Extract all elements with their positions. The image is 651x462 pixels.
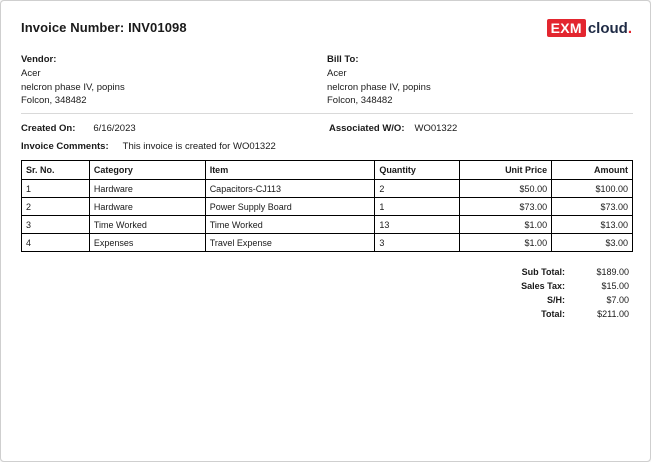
col-header-sr-no: Sr. No.	[22, 161, 90, 180]
invoice-number-title: Invoice Number: INV01098	[21, 20, 187, 35]
associated-wo-value: WO01322	[414, 123, 458, 134]
bill-to-address-line1: nelcron phase IV, popins	[327, 81, 431, 93]
logo-mark: EXM	[547, 19, 586, 37]
associated-wo	[329, 123, 457, 134]
table-header-row	[22, 161, 633, 180]
cell-quantity: 1	[375, 198, 460, 216]
total-label: Total:	[541, 309, 565, 319]
invoice-comments-label: Invoice Comments:	[21, 141, 109, 152]
shipping-handling-row	[489, 293, 629, 307]
table-row	[22, 216, 633, 234]
table-row	[22, 234, 633, 252]
invoice-comments-value: This invoice is created for WO01322	[122, 141, 276, 152]
col-header-amount: Amount	[552, 161, 633, 180]
line-items-table	[21, 160, 633, 252]
cell-sr-no: 3	[22, 216, 90, 234]
cell-unit-price: $1.00	[460, 216, 552, 234]
exm-cloud-logo	[547, 18, 632, 38]
section-divider	[21, 113, 633, 114]
subtotal-row	[489, 265, 629, 279]
cell-quantity: 2	[375, 180, 460, 198]
cell-sr-no: 1	[22, 180, 90, 198]
col-header-quantity: Quantity	[375, 161, 460, 180]
col-header-category: Category	[89, 161, 205, 180]
totals-block	[489, 265, 629, 321]
bill-to-heading: Bill To:	[327, 54, 359, 65]
col-header-unit-price: Unit Price	[460, 161, 552, 180]
cell-amount: $3.00	[552, 234, 633, 252]
logo-word: cloud	[587, 19, 628, 37]
table-row	[22, 180, 633, 198]
cell-unit-price: $50.00	[460, 180, 552, 198]
total-value: $211.00	[597, 309, 629, 319]
bill-to-address-line2: Folcon, 348482	[327, 95, 393, 107]
col-header-item: Item	[205, 161, 375, 180]
cell-item: Capacitors-CJ113	[205, 180, 375, 198]
total-row	[489, 307, 629, 321]
created-on-value: 6/16/2023	[93, 123, 136, 134]
created-on	[21, 123, 136, 134]
vendor-heading: Vendor:	[21, 54, 57, 65]
cell-category: Hardware	[89, 180, 205, 198]
cell-category: Time Worked	[89, 216, 205, 234]
sales-tax-label: Sales Tax:	[521, 281, 565, 291]
vendor-name: Acer	[21, 67, 41, 79]
sales-tax-row	[489, 279, 629, 293]
created-on-label: Created On:	[21, 123, 76, 134]
cell-amount: $100.00	[552, 180, 633, 198]
subtotal-label: Sub Total:	[521, 267, 565, 277]
bill-to-block	[327, 53, 431, 108]
cell-sr-no: 2	[22, 198, 90, 216]
cell-unit-price: $73.00	[460, 198, 552, 216]
cell-category: Expenses	[89, 234, 205, 252]
logo-dot: .	[627, 19, 632, 37]
vendor-block	[21, 53, 125, 108]
cell-amount: $13.00	[552, 216, 633, 234]
vendor-address-line2: Folcon, 348482	[21, 95, 87, 107]
cell-item: Power Supply Board	[205, 198, 375, 216]
bill-to-name: Acer	[327, 67, 347, 79]
sales-tax-value: $15.00	[601, 281, 629, 291]
associated-wo-label: Associated W/O:	[329, 123, 405, 134]
shipping-handling-value: $7.00	[606, 295, 629, 305]
invoice-comments	[21, 141, 276, 152]
cell-quantity: 3	[375, 234, 460, 252]
subtotal-value: $189.00	[596, 267, 629, 277]
cell-amount: $73.00	[552, 198, 633, 216]
vendor-address-line1: nelcron phase IV, popins	[21, 81, 125, 93]
cell-unit-price: $1.00	[460, 234, 552, 252]
cell-category: Hardware	[89, 198, 205, 216]
table-row	[22, 198, 633, 216]
shipping-handling-label: S/H:	[547, 295, 565, 305]
cell-sr-no: 4	[22, 234, 90, 252]
cell-quantity: 13	[375, 216, 460, 234]
cell-item: Time Worked	[205, 216, 375, 234]
cell-item: Travel Expense	[205, 234, 375, 252]
